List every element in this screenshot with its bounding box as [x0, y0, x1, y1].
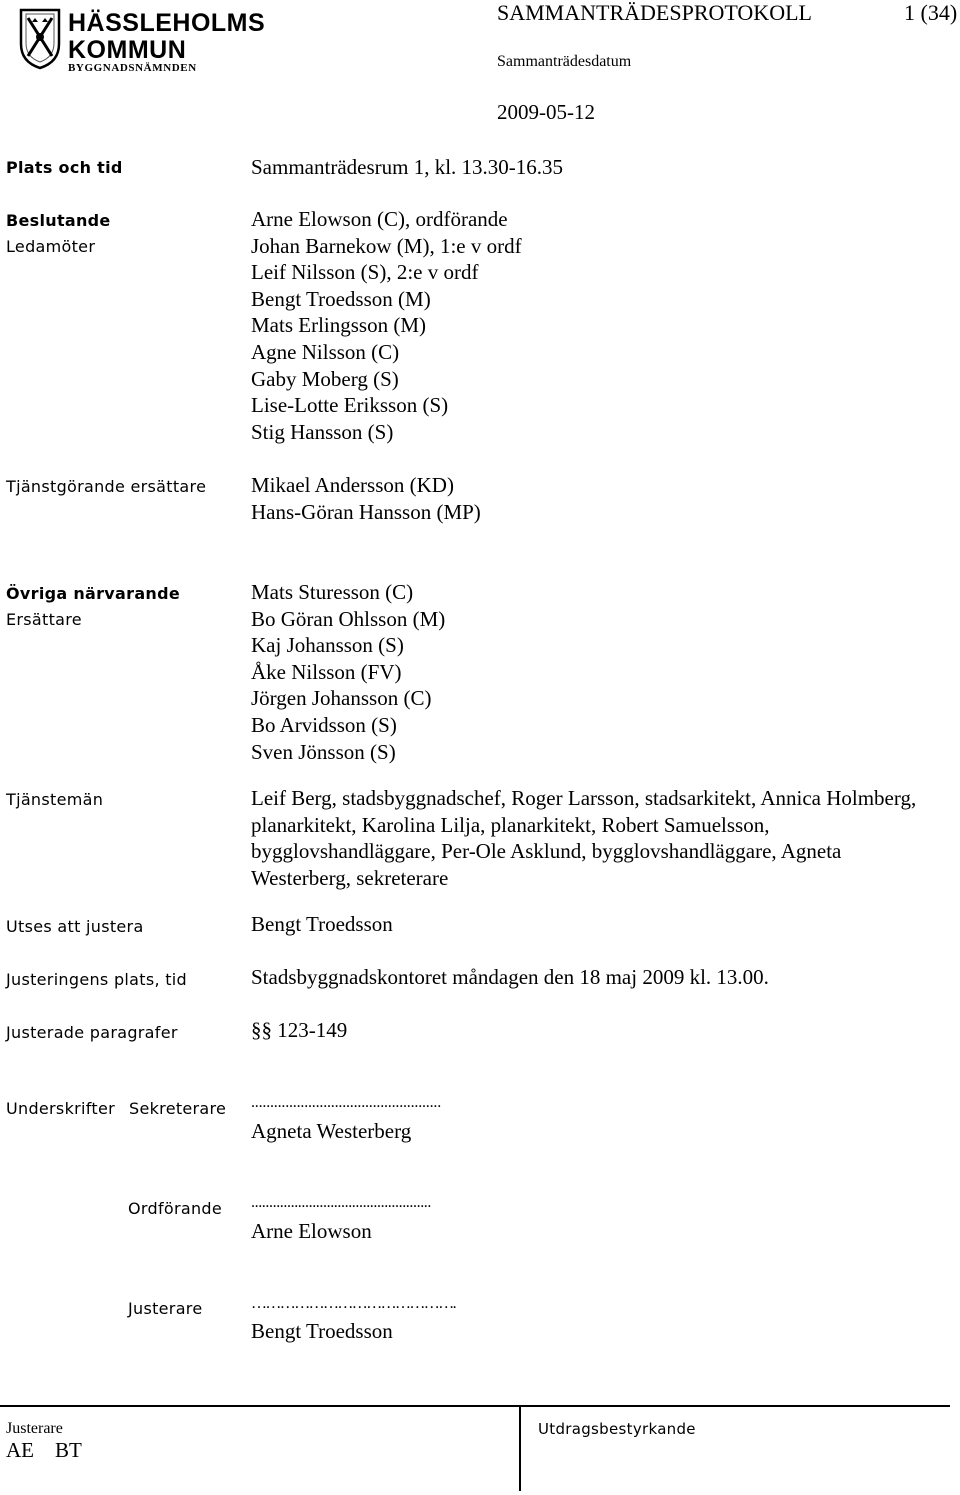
underskrifter-label: Underskrifter — [6, 1099, 116, 1118]
list-item: Jörgen Johansson (C) — [251, 686, 432, 711]
list-item: Kaj Johansson (S) — [251, 633, 404, 658]
ordforande-signature-line: .................................................. — [251, 1194, 432, 1211]
sekreterare-label: Sekreterare — [129, 1099, 227, 1118]
footer-justerare-label: Justerare — [6, 1420, 63, 1437]
logo-department: BYGGNADSNÄMNDEN — [68, 62, 197, 74]
ordforande-name: Arne Elowson — [251, 1219, 372, 1243]
sekreterare-signature-line: .................................................. — [251, 1094, 442, 1111]
footer-divider — [0, 1405, 950, 1407]
list-item: Johan Barnekow (M), 1:e v ordf — [251, 233, 522, 258]
ordforande-label: Ordförande — [128, 1199, 222, 1218]
justerade-paragrafer-value: §§ 123-149 — [251, 1018, 348, 1042]
sekreterare-name: Agneta Westerberg — [251, 1119, 412, 1143]
tjanstgorande-ersattare-label: Tjänstgörande ersättare — [6, 477, 207, 496]
footer-utdragsbestyrkande-label: Utdragsbestyrkande — [538, 1420, 696, 1438]
ledamoter-label: Ledamöter — [6, 237, 96, 256]
utses-att-justera-label: Utses att justera — [6, 917, 144, 936]
justerare-label: Justerare — [128, 1299, 203, 1318]
list-item: Mikael Andersson (KD) — [251, 473, 454, 497]
ovriga-ersattare-label: Ersättare — [6, 610, 82, 629]
ledamoter-list — [251, 206, 522, 445]
list-item: Åke Nilsson (FV) — [251, 659, 402, 684]
meeting-date: 2009-05-12 — [497, 100, 595, 124]
justerare-signature-line: ……………………………………. — [251, 1295, 456, 1312]
justeringens-plats-value: Stadsbyggnadskontoret måndagen den 18 maj 2009 kl. 13.00. — [251, 965, 769, 989]
list-item: Mats Erlingsson (M) — [251, 313, 426, 338]
date-label: Sammanträdesdatum — [497, 53, 632, 70]
coat-of-arms-icon — [18, 6, 62, 70]
list-item: Mats Sturesson (C) — [251, 580, 414, 604]
logo-line1: HÄSSLEHOLMS — [68, 9, 266, 37]
list-item: Leif Nilsson (S), 2:e v ordf — [251, 260, 479, 285]
list-item: Lise-Lotte Eriksson (S) — [251, 393, 449, 418]
plats-label: Plats och tid — [6, 158, 123, 177]
list-item: Bengt Troedsson (M) — [251, 286, 431, 311]
justeringens-plats-label: Justeringens plats, tid — [6, 970, 188, 989]
justerare-name: Bengt Troedsson — [251, 1319, 393, 1343]
beslutande-label: Beslutande — [6, 211, 111, 230]
footer-initials: AE BT — [6, 1438, 82, 1462]
list-item: Agne Nilsson (C) — [251, 339, 400, 364]
list-item: Bo Göran Ohlsson (M) — [251, 606, 446, 631]
plats-value: Sammanträdesrum 1, kl. 13.30-16.35 — [251, 155, 564, 179]
tjanstemen-text: Leif Berg, stadsbyggnadschef, Roger Larsson, stadsarkitekt, Annica Holmberg, planarkitekt, Karolina Lilja, planarkitekt, Robert Samuelsson, bygglovshandläggare, Per-Ole Asklund, bygglovshandläggare, Agneta Westerberg, sekreterare — [251, 786, 917, 890]
page-number: 1 (34) — [904, 0, 958, 25]
document-type: SAMMANTRÄDESPROTOKOLL — [497, 0, 812, 25]
list-item: Gaby Moberg (S) — [251, 366, 399, 391]
utses-att-justera-value: Bengt Troedsson — [251, 912, 393, 936]
list-item: Hans-Göran Hansson (MP) — [251, 499, 481, 524]
ovriga-label: Övriga närvarande — [6, 584, 181, 603]
tjanstgorande-ersattare-list — [251, 472, 481, 525]
list-item: Arne Elowson (C), ordförande — [251, 207, 508, 231]
list-item: Sven Jönsson (S) — [251, 739, 396, 764]
justerade-paragrafer-label: Justerade paragrafer — [6, 1023, 178, 1042]
ovriga-ersattare-list — [251, 579, 445, 765]
logo-municipality-name — [68, 10, 265, 64]
list-item: Bo Arvidsson (S) — [251, 712, 397, 737]
footer-vertical-divider — [519, 1405, 521, 1491]
list-item: Stig Hansson (S) — [251, 419, 394, 444]
tjanstemen-label: Tjänstemän — [6, 790, 104, 809]
logo-line2: KOMMUN — [68, 36, 187, 64]
